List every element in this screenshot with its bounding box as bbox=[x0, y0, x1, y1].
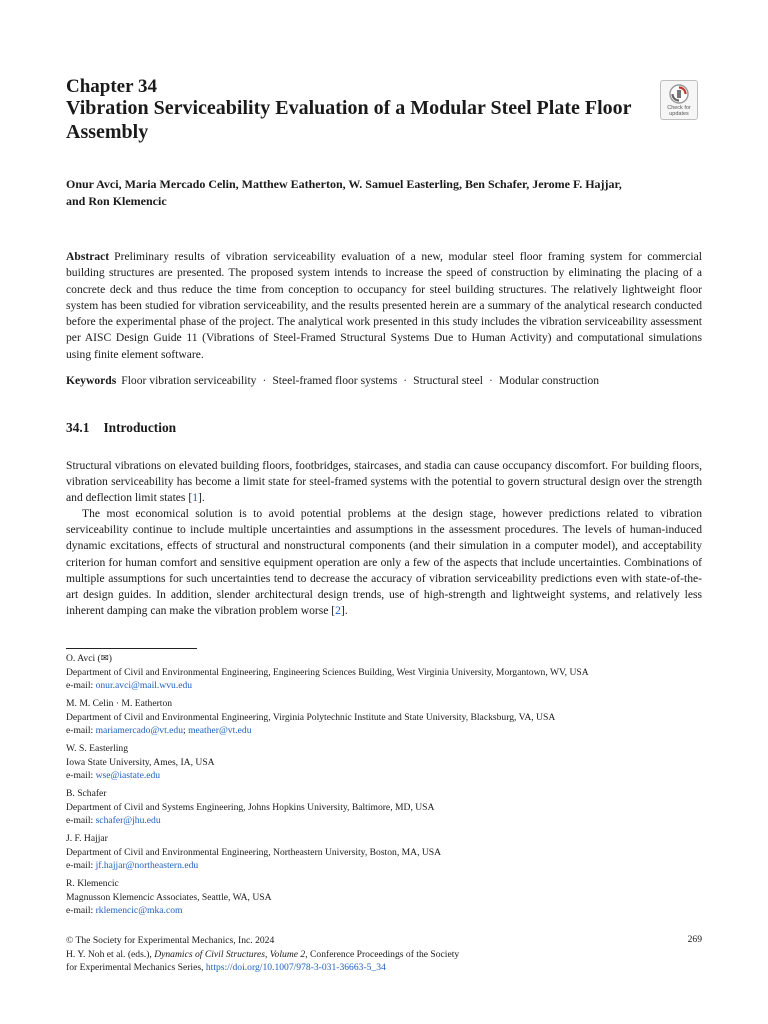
email-link[interactable]: schafer@jhu.edu bbox=[95, 815, 161, 826]
page-number: 269 bbox=[687, 934, 702, 945]
citation-link[interactable]: 2 bbox=[335, 603, 341, 617]
affiliation-dept: Department of Civil and Environmental Engineering, Northeastern University, Boston, MA, USA bbox=[66, 846, 442, 858]
copyright-line: © The Society for Experimental Mechanics, Inc. 2024 bbox=[66, 935, 275, 946]
affiliation-name: M. M. Celin · M. Eatherton bbox=[66, 698, 173, 709]
affiliation-klemencic bbox=[66, 877, 702, 918]
keyword-separator: · bbox=[489, 374, 493, 387]
affiliations bbox=[66, 652, 702, 922]
author-list bbox=[66, 176, 702, 210]
badge-line-2: updates bbox=[669, 111, 689, 117]
affiliation-dept: Iowa State University, Ames, IA, USA bbox=[66, 756, 215, 768]
abstract-text: Preliminary results of vibration serviceability evaluation of a new, modular steel floor framing system for commercial building structures are presented. The proposed system intends to increase the speed of construction by eliminating the placing of a concrete deck and thus reduce the time from conception to occupancy for steel building structures. The relatively lightweight floor system has been studied for vibration serviceability, and the results presented herein are a summary of the analytical research conducted before the experimental phase of the project. The analytical work presented in this study includes the vibration serviceability assessment per AISC Design Guide 11 (Vibrations of Steel-Framed Structural Systems Due to Human Activity) and computational simulations using finite element software. bbox=[66, 250, 702, 361]
email-link[interactable]: wse@iastate.edu bbox=[95, 770, 161, 781]
section-number: 34.1 bbox=[66, 420, 90, 435]
keywords-label: Keywords bbox=[66, 374, 117, 387]
affiliation-easterling bbox=[66, 742, 702, 783]
mail-icon: ✉ bbox=[100, 653, 109, 664]
affiliation-celin-eatherton bbox=[66, 697, 702, 738]
affiliation-name: R. Klemencic bbox=[66, 878, 119, 889]
affiliation-dept: Department of Civil and Environmental Engineering, Engineering Sciences Building, West Virginia University, Morgantown, WV, USA bbox=[66, 666, 589, 678]
keywords bbox=[66, 373, 702, 389]
keyword-item: Floor vibration serviceability bbox=[121, 374, 257, 387]
chapter-title: Vibration Serviceability Evaluation of a Modular Steel Plate Floor Assembly bbox=[66, 97, 632, 143]
citation-text: , Conference Proceedings of the Society bbox=[305, 948, 460, 960]
affiliation-name: J. F. Hajjar bbox=[66, 833, 108, 844]
email-separator: ; bbox=[183, 725, 189, 736]
affiliation-name: W. S. Easterling bbox=[66, 743, 128, 754]
page-footer bbox=[66, 934, 702, 975]
email-link[interactable]: mariamercado@vt.edu bbox=[95, 725, 183, 736]
affiliation-name: B. Schafer bbox=[66, 788, 107, 799]
paragraph bbox=[66, 458, 702, 506]
email-label: e-mail: bbox=[66, 860, 96, 871]
abstract-label: Abstract bbox=[66, 250, 110, 263]
email-label: e-mail: bbox=[66, 725, 96, 736]
book-title: Dynamics of Civil Structures, Volume 2 bbox=[154, 948, 306, 960]
abstract bbox=[66, 249, 702, 363]
keyword-item: Structural steel bbox=[413, 374, 484, 387]
email-label: e-mail: bbox=[66, 680, 96, 691]
badge-label bbox=[667, 105, 691, 117]
email-link[interactable]: jf.hajjar@northeastern.edu bbox=[95, 860, 199, 871]
affiliation-schafer bbox=[66, 787, 702, 828]
affiliation-dept: Department of Civil and Environmental Engineering, Virginia Polytechnic Institute and State University, Blacksburg, VA, USA bbox=[66, 711, 556, 723]
email-label: e-mail: bbox=[66, 815, 96, 826]
keyword-item: Modular construction bbox=[498, 374, 600, 387]
email-label: e-mail: bbox=[66, 905, 96, 916]
citation-link[interactable]: 1 bbox=[192, 491, 199, 505]
authors-line-2: and Ron Klemencic bbox=[66, 194, 167, 208]
paragraph-text: Structural vibrations on elevated building floors, footbridges, staircases, and stadia can cause occupancy discomfort. For building floors, vibration serviceability has become a limit state for steel-framed systems with the potential to govern structural design over the strength and deflection limit states [ bbox=[66, 459, 702, 505]
footnote-divider bbox=[66, 648, 197, 649]
check-for-updates-badge[interactable] bbox=[660, 80, 698, 120]
paragraph-text: ]. bbox=[340, 603, 348, 617]
authors-line-1: Onur Avci, Maria Mercado Celin, Matthew Eatherton, W. Samuel Easterling, Ben Schafer, Jerome F. Hajjar, bbox=[66, 177, 622, 191]
affiliation-name: ) bbox=[108, 653, 112, 664]
introduction-body bbox=[66, 458, 702, 619]
check-for-updates-icon bbox=[669, 84, 689, 104]
email-label: e-mail: bbox=[66, 770, 96, 781]
citation-text: for Experimental Mechanics Series, bbox=[66, 962, 206, 973]
email-link[interactable]: meather@vt.edu bbox=[188, 725, 252, 736]
keyword-item: Steel-framed floor systems bbox=[272, 374, 398, 387]
section-heading bbox=[66, 420, 176, 436]
paragraph-text: ]. bbox=[198, 491, 205, 505]
chapter-number: Chapter 34 bbox=[66, 76, 157, 97]
paragraph-text: The most economical solution is to avoid potential problems at the design stage, however predictions related to vibration serviceability continue to include multiple uncertainties and assumptions in the assessment procedures. The levels of human-induced dynamic excitations, effects of structural and nonstructural components (and their simulation in a computer model), and acceptability criterion for human comfort and sensitive equipment operation are only a few of the aspects that include uncertainties. Combinations of multiple assumptions for such uncertainties tend to decrease the accuracy of vibration serviceability predictions even with state-of-the-art design guides. In addition, slender architectural design trends, use of high-strength and lightweight systems, and relatively less inherent damping can make the vibration problem worse [ bbox=[66, 507, 702, 617]
affiliation-name: O. Avci ( bbox=[66, 653, 101, 664]
paragraph bbox=[66, 506, 702, 619]
section-title: Introduction bbox=[103, 420, 177, 435]
affiliation-dept: Magnusson Klemencic Associates, Seattle, WA, USA bbox=[66, 891, 272, 903]
paper-page bbox=[66, 0, 702, 1024]
doi-link[interactable]: https://doi.org/10.1007/978-3-031-36663-5_34 bbox=[205, 962, 386, 973]
email-link[interactable]: rklemencic@mka.com bbox=[95, 905, 183, 916]
affiliation-dept: Department of Civil and Systems Engineering, Johns Hopkins University, Baltimore, MD, USA bbox=[66, 801, 435, 813]
affiliation-avci bbox=[66, 652, 702, 693]
badge-line-1: Check for bbox=[667, 105, 691, 111]
email-link[interactable]: onur.avci@mail.wvu.edu bbox=[95, 680, 193, 691]
affiliation-hajjar bbox=[66, 832, 702, 873]
keyword-separator: · bbox=[262, 374, 267, 387]
keyword-separator: · bbox=[403, 374, 408, 387]
citation-text: H. Y. Noh et al. (eds.), bbox=[66, 948, 155, 960]
